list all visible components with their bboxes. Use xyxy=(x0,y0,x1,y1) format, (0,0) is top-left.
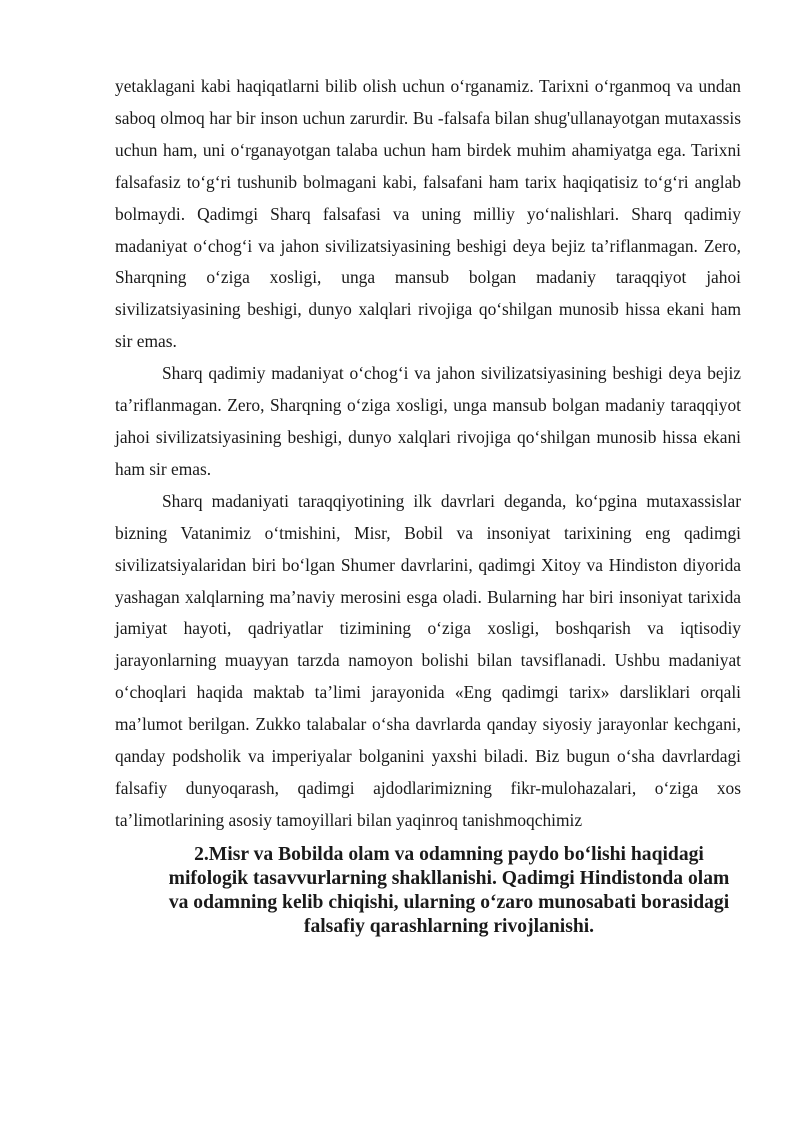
document-page xyxy=(115,71,741,939)
body-paragraph-continuation: yetaklagani kabi haqiqatlarni bilib olish uchun o‘rganamiz. Tarixni o‘rganmoq va undan saboq olmoq har bir inson uchun zarurdir. Bu -falsafa bilan shug'ullanayotgan mutaxassis uchun ham, uni o‘rganayotgan talaba uchun ham birdek muhim ahamiyatga ega. Tarixni falsafasiz to‘g‘ri tushunib bolmagani kabi, falsafani ham tarix haqiqatisiz to‘g‘ri anglab bolmaydi. Qadimgi Sharq falsafasi va uning milliy yo‘nalishlari. Sharq qadimiy madaniyat o‘chog‘i va jahon sivilizatsiyasining beshigi deya bejiz ta’riflanmagan. Zero, Sharqning o‘ziga xosligi, unga mansub bolgan madaniy taraqqiyot jahoi sivilizatsiyasining beshigi, dunyo xalqlari rivojiga qo‘shilgan munosib hissa ekani ham sir emas. xyxy=(115,76,741,352)
section-heading: 2.Misr va Bobilda olam va odamning paydo bo‘lishi haqidagi mifologik tasavvurlarning shakllanishi. Qadimgi Hindistonda olam va odamning kelib chiqishi, ularning o‘zaro munosabati borasidagi falsafiy qarashlarning rivojlanishi. xyxy=(168,843,730,937)
body-paragraph-sharq-madaniyati: Sharq madaniyati taraqqiyotining ilk davrlari deganda, ko‘pgina mutaxassislar bizning Vatanimiz o‘tmishini, Misr, Bobil va insoniyat tarixining eng qadimgi sivilizatsiyalaridan biri bo‘lgan Shumer davrlarini, qadimgi Xitoy va Hindiston diyorida yashagan xalqlarning ma’naviy merosini esga oladi. Bularning har biri insoniyat tarixida jamiyat hayoti, qadriyatlar tizimining o‘ziga xosligi, boshqarish va iqtisodiy jarayonlarning muayyan tarzda namoyon bolishi bilan tavsiflanadi. Ushbu madaniyat o‘choqlari haqida maktab ta’limi jarayonida «Eng qadimgi tarix» darsliklari orqali ma’lumot berilgan. Zukko talabalar o‘sha davrlarda qanday siyosiy jarayonlar kechgani, qanday podsholik va imperiyalar bolganini yaxshi biladi. Biz bugun o‘sha davrlardagi falsafiy dunyoqarash, qadimgi ajdodlarimizning fikr-mulohazalari, o‘ziga xos ta’limotlarining asosiy tamoyillari bilan yaqinroq tanishmoqchimiz xyxy=(115,490,741,830)
body-paragraph-sharq-qadimiy: Sharq qadimiy madaniyat o‘chog‘i va jahon sivilizatsiyasining beshigi deya bejiz ta’riflanmagan. Zero, Sharqning o‘ziga xosligi, unga mansub bolgan madaniy taraqqiyot jahoi sivilizatsiyasining beshigi, dunyo xalqlari rivojiga qo‘shilgan munosib hissa ekani ham sir emas. xyxy=(115,363,741,479)
